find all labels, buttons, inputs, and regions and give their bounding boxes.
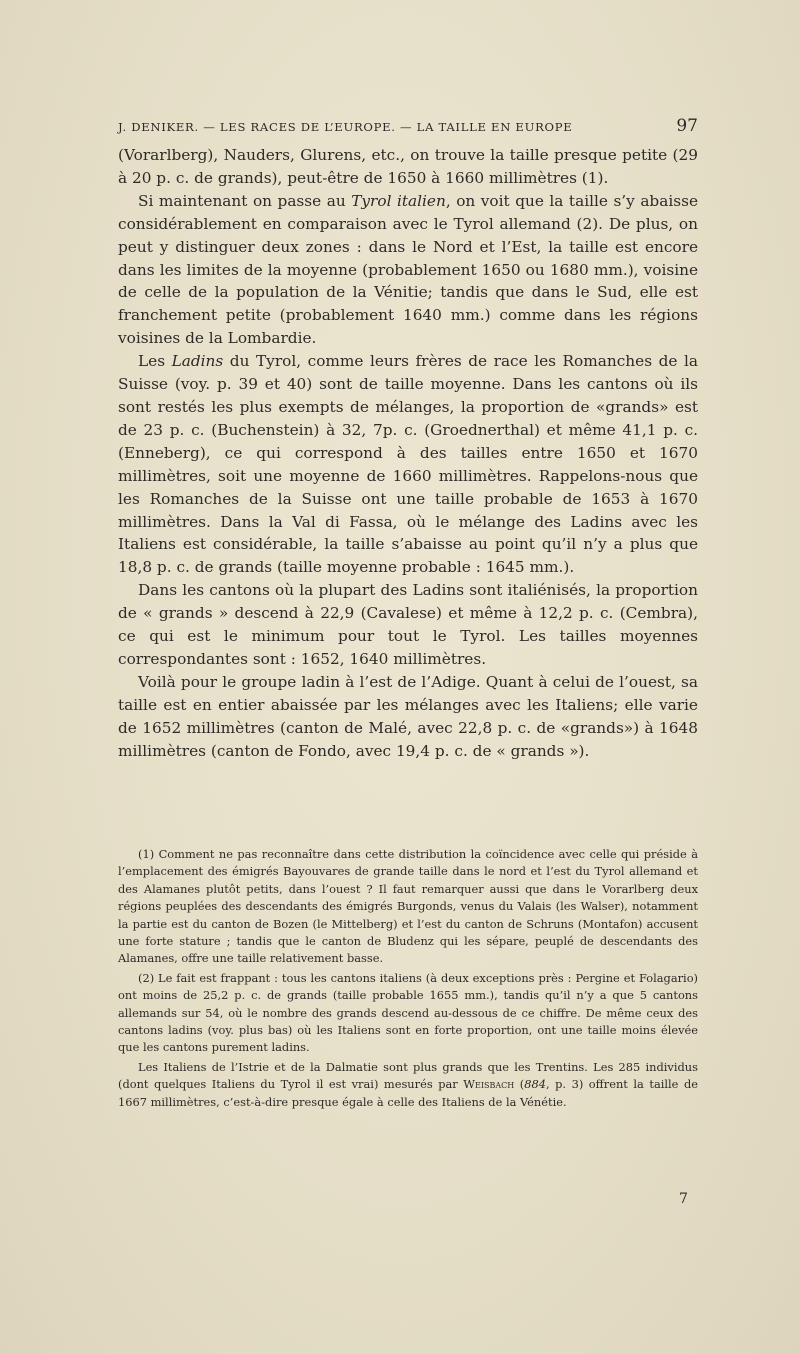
emphasis-term: Ladins xyxy=(171,352,224,371)
paragraph-tyrol-italien: Si maintenant on passe au Tyrol italien, on voit que la taille s’y abaisse considérablement en comparaison avec le Tyrol allemand (2). De plus, on peut y distinguer deux zones : dans le Nord et l’Est, la taille est encore dans les limites de la moyenne (probablement 1650 ou 1680 mm.), voisine de celle de la population de la Vénitie; tandis que dans le Sud, elle est franchement petite (probablement 1640 mm.) comme dans les régions voisines de la Lombardie. xyxy=(118,191,698,348)
reference-number: 884 xyxy=(524,1077,546,1092)
page-header xyxy=(118,116,698,140)
footnote-2: (2) Le fait est frappant : tous les cantons italiens (à deux exceptions près : Pergine et Folagario) ont moins de 25,2 p. c. de grands (taille probable 1655 mm.), tandis qu’il n’y a que 5 cantons allemands sur 54, où le nombre des grands descend au-dessous de ce chiffre. De même ceux des cantons ladins (voy. plus bas) où les Italiens sont en forte proportion, ont une taille moins élevée que les cantons purement ladins. xyxy=(118,970,698,1055)
paragraph-groupe-ladin: Voilà pour le groupe ladin à l’est de l’Adige. Quant à celui de l’ouest, sa taille est en entier abaissée par les mélanges avec les Italiens; elle varie de 1652 millimètres (canton de Malé, avec 22,8 p. c. de «grands») à 1648 millimètres (canton de Fondo, avec 19,4 p. c. de « grands »). xyxy=(118,672,698,760)
footnote-2-continuation: Les Italiens de l’Istrie et de la Dalmatie sont plus grands que les Trentins. Les 285 individus (dont quelques Italiens du Tyrol il est vrai) mesurés par Weisbach (884, p. 3) offrent la taille de 1667 millimètres, c’est-à-dire presque égale à celle des Italiens de la Vénétie. xyxy=(118,1059,698,1109)
paragraph-continuation: (Vorarlberg), Nauders, Glurens, etc., on trouve la taille presque petite (29 à 20 p. c. de grands), peut-être de 1650 à 1660 millimètres (1). xyxy=(118,146,698,187)
page-number: 97 xyxy=(676,116,698,136)
paragraph-italienises: Dans les cantons où la plupart des Ladins sont italiénisés, la proportion de « grands » descend à 22,9 (Cavalese) et même à 12,2 p. c. (Cembra), ce qui est le minimum pour tout le Tyrol. Les tailles moyennes correspondantes sont : 1652, 1640 millimètres. xyxy=(118,581,698,668)
signature-mark: 7 xyxy=(679,1191,688,1207)
footnote-1: (1) Comment ne pas reconnaître dans cette distribution la coïncidence avec celle qui préside à l’emplacement des émigrés Bayouvares de grande taille dans le nord et l’est du Tyrol allemand et des Alamanes plutôt petits, dans l’ouest ? Il faut remarquer aussi que dans le Vorarlberg deux régions peuplées des descendants des émigrés Burgonds, venus du Valais (les Walser), notamment la partie est du canton de Bozen (le Mittelberg) et l’est du canton de Schruns (Montafon) accusent une forte stature ; tandis que le canton de Bludenz qui les sépare, peuplé de descendants des Alamanes, offre une taille relativement basse. xyxy=(118,847,698,966)
author-name: Weisbach xyxy=(463,1077,515,1092)
footnotes xyxy=(118,846,698,1111)
emphasis-term: Tyrol italien xyxy=(351,191,446,210)
running-title: J. DENIKER. — LES RACES DE L’EUROPE. — LA TAILLE EN EUROPE xyxy=(118,120,573,134)
body-text xyxy=(118,144,698,762)
paragraph-ladins: Les Ladins du Tyrol, comme leurs frères de race les Romanches de la Suisse (voy. p. 39 et 40) sont de taille moyenne. Dans les cantons où ils sont restés les plus exempts de mélanges, la proportion de «grands» est de 23 p. c. (Buchenstein) à 32, 7p. c. (Groednerthal) et même 41,1 p. c. (Enneberg), ce qui correspond à des tailles entre 1650 et 1670 millimètres, soit une moyenne de 1660 millimètres. Rappelons-nous que les Romanches de la Suisse ont une taille probable de 1653 à 1670 millimètres. Dans la Val di Fassa, où le mélange des Ladins avec les Italiens est considérable, la taille s’abaisse au point qu’il n’y a plus que 18,8 p. c. de grands (taille moyenne probable : 1645 mm.). xyxy=(118,352,698,577)
